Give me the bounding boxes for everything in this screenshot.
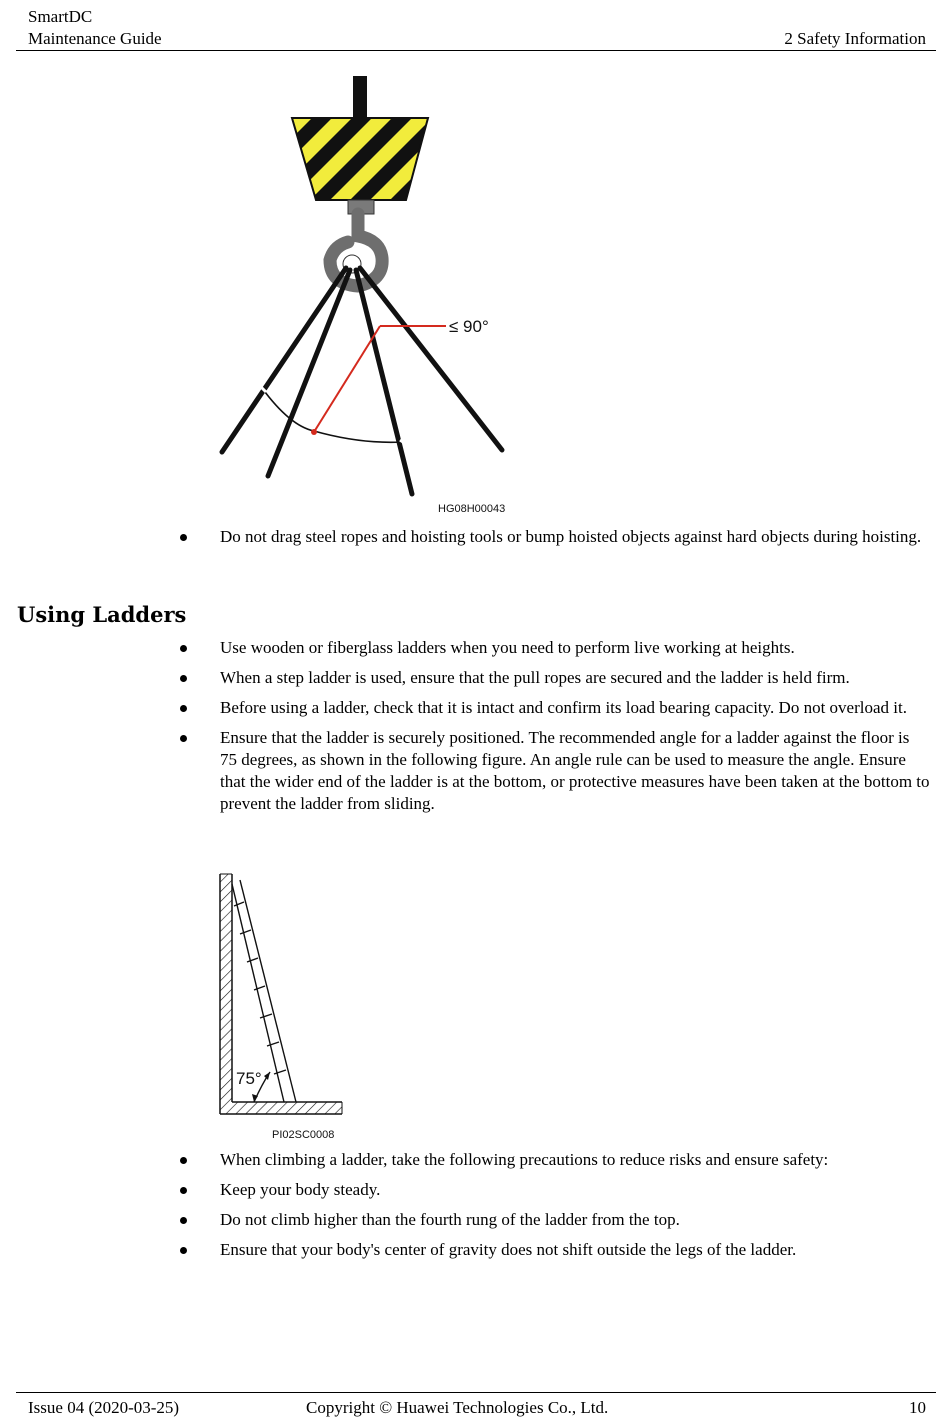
ladder-precautions-list [0, 637, 950, 823]
list-item: Ensure that your body's center of gravity does not shift outside the legs of the ladder. [0, 1239, 950, 1261]
list-item: Do not climb higher than the fourth rung of the ladder from the top. [0, 1209, 950, 1231]
bullet-icon [180, 1217, 187, 1224]
bullet-icon [180, 675, 187, 682]
list-item: Ensure that the ladder is securely positioned. The recommended angle for a ladder against the floor is 75 degrees, as shown in the following figure. An angle rule can be used to measure the angle. Ensure that the wider end of the ladder is at the bottom, or protective measures have been taken at the bottom to prevent the ladder from sliding. [0, 727, 950, 815]
list-item: When a step ladder is used, ensure that the pull ropes are secured and the ladder is held firm. [0, 667, 950, 689]
bullet-icon [180, 735, 187, 742]
header-divider [16, 50, 936, 51]
copyright-notice: Copyright © Huawei Technologies Co., Ltd. [306, 1398, 609, 1417]
hoisting-precautions-list [0, 526, 950, 556]
floor [220, 1102, 342, 1114]
page-number: 10 [909, 1398, 926, 1417]
hoisting-illustration [210, 74, 520, 516]
list-item: Keep your body steady. [0, 1179, 950, 1201]
wall [220, 874, 232, 1114]
list-item: Do not drag steel ropes and hoisting tools or bump hoisted objects against hard objects during hoisting. [0, 526, 950, 548]
section-heading: Using Ladders [17, 602, 187, 627]
bullet-icon [180, 645, 187, 652]
ladder-angle-figure [210, 872, 360, 1142]
ladder-angle-label: 75° [236, 1069, 262, 1088]
angle-limit-label: ≤ 90° [449, 317, 489, 336]
bullet-icon [180, 705, 187, 712]
bullet-icon [180, 534, 187, 541]
list-item: When climbing a ladder, take the following precautions to reduce risks and ensure safety: [0, 1149, 950, 1171]
bullet-icon [180, 1247, 187, 1254]
issue-date: Issue 04 (2020-03-25) [28, 1398, 180, 1417]
hoisting-ropes [222, 268, 502, 494]
document-title: Maintenance Guide [28, 29, 162, 48]
ladder-illustration [210, 872, 360, 1142]
crane-cable [353, 76, 367, 120]
page-header-left [28, 6, 162, 50]
bullet-icon [180, 1157, 187, 1164]
hook-block [230, 110, 500, 200]
footer-divider [16, 1392, 936, 1393]
hoisting-figure [210, 74, 520, 516]
chapter-title: 2 Safety Information [784, 29, 926, 48]
figure-id: PI02SC0008 [272, 1129, 335, 1141]
figure-id: HG08H00043 [438, 503, 506, 515]
list-item: Use wooden or fiberglass ladders when you need to perform live working at heights. [0, 637, 950, 659]
product-name: SmartDC [28, 7, 93, 26]
list-item: Before using a ladder, check that it is intact and confirm its load bearing capacity. Do not overload it. [0, 697, 950, 719]
bullet-icon [180, 1187, 187, 1194]
climbing-precautions-list [0, 1149, 950, 1269]
angle-indicator [311, 326, 446, 435]
